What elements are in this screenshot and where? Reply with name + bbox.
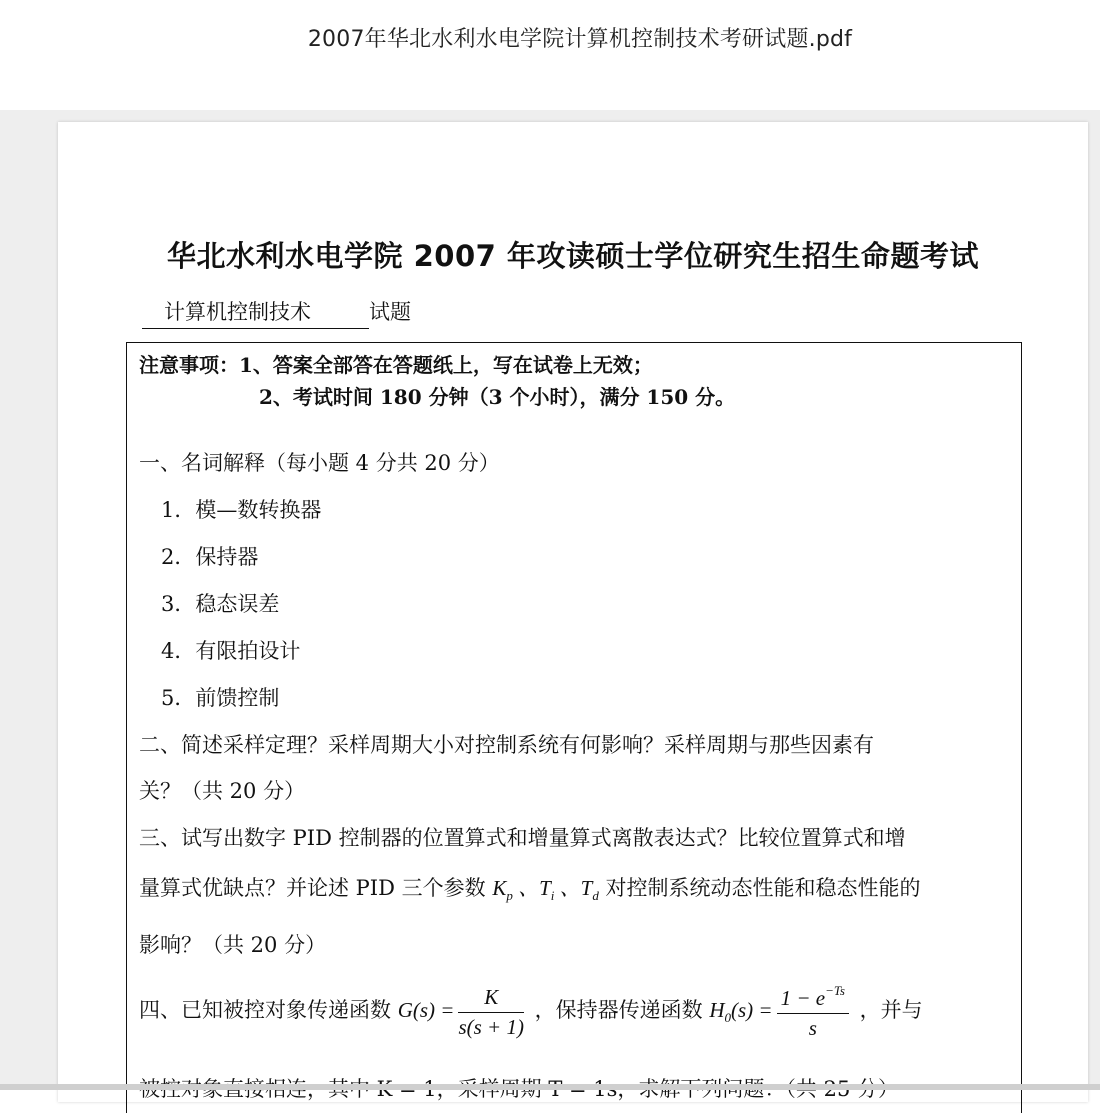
section-4-line-1 [139,983,1011,1041]
page-bottom-edge [0,1084,1100,1090]
hold-transfer-function: $H_0(s)$ = $\frac{1 - e^{-Ts}}{s}$ [709,998,853,1022]
section-3-line-1: 三、试写出数字 PID 控制器的位置算式和增量算式离散表达式？比较位置算式和增 [139,826,906,850]
section-3-text-b: 对控制系统动态性能和稳态性能的 [605,876,921,900]
section-1-item: 5．前馈控制 [161,686,280,710]
title-bar [0,0,1100,110]
notice-line-2: 2、考试时间 180 分钟（3 个小时），满分 150 分。 [259,385,736,409]
section-2-line-2: 关？（共 20 分） [139,779,306,803]
section-3-line-3: 影响？（共 20 分） [139,933,327,957]
pid-params-formula: $K_p$ 、$T_i$ 、$T_d$ [492,876,599,903]
pdf-page [58,122,1088,1102]
exam-box [126,342,1022,1113]
section-2-line-1: 二、简述采样定理？采样周期大小对控制系统有何影响？采样周期与那些因素有 [139,733,874,757]
subject-line [142,296,411,329]
subject-suffix: 试题 [369,300,411,324]
section-3-text-a: 量算式优缺点？并论述 PID 三个参数 [139,876,486,900]
section-1-item: 4．有限拍设计 [161,639,301,663]
section-4-suffix: ，并与 [859,997,923,1022]
subject-name: 计算机控制技术 [142,296,369,329]
exam-heading: 华北水利水电学院 2007 年攻读硕士学位研究生招生命题考试 [167,239,979,273]
section-4-mid: ，保持器传递函数 [534,997,703,1022]
section-4-prefix: 四、已知被控对象传递函数 [139,997,391,1022]
notice [139,349,735,413]
section-3-line-2 [139,872,1011,904]
section-1-item: 3．稳态误差 [161,592,280,616]
pdf-viewer[interactable] [0,110,1100,1090]
section-1-item: 2．保持器 [161,545,259,569]
document-filename: 2007年华北水利水电学院计算机控制技术考研试题.pdf [307,27,853,52]
section-1-title: 一、名词解释（每小题 4 分共 20 分） [139,451,500,475]
section-1-item: 1．模—数转换器 [161,498,322,522]
plant-transfer-function: G(s) = $\frac{K}{s(s + 1)}$ [397,984,524,1039]
notice-line-1: 注意事项：1、答案全部答在答题纸上，写在试卷上无效； [139,353,653,377]
